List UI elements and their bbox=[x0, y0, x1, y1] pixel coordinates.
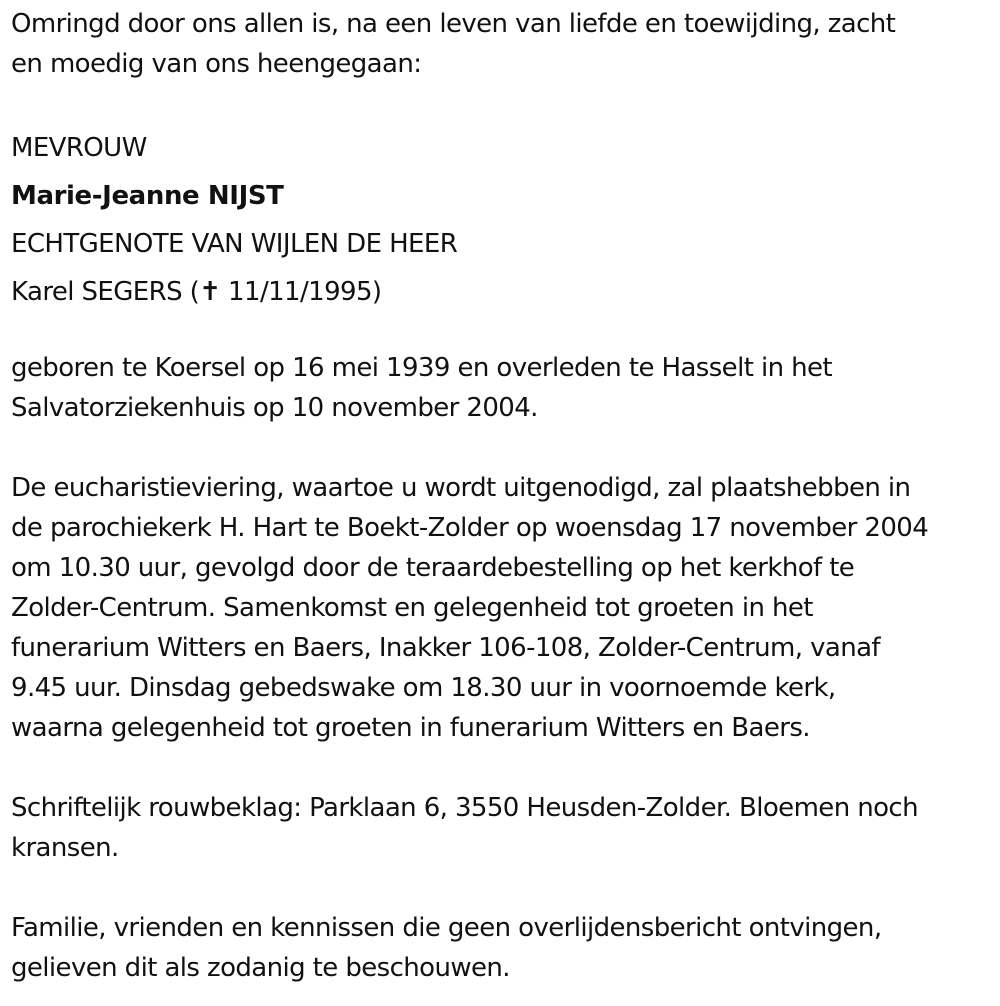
birth-death-line-2: Salvatorziekenhuis op 10 november 2004. bbox=[11, 393, 538, 423]
notice-line-2: gelieven dit als zodanig te beschouwen. bbox=[11, 953, 510, 983]
intro-paragraph bbox=[11, 4, 996, 84]
ceremony-line-5: funerarium Witters en Baers, Inakker 106-108, Zolder-Centrum, vanaf bbox=[11, 633, 880, 663]
deceased-relation: ECHTGENOTE VAN WIJLEN DE HEER bbox=[11, 229, 458, 259]
ceremony-line-3: om 10.30 uur, gevolgd door de teraardebestelling op het kerkhof te bbox=[11, 553, 855, 583]
ceremony-line-6: 9.45 uur. Dinsdag gebedswake om 18.30 uur in voornoemde kerk, bbox=[11, 673, 836, 703]
condolences-line-2: kransen. bbox=[11, 833, 119, 863]
birth-death-paragraph bbox=[11, 348, 996, 428]
deceased-title: MEVROUW bbox=[11, 133, 147, 163]
intro-line-1: Omringd door ons allen is, na een leven van liefde en toewijding, zacht bbox=[11, 9, 896, 39]
condolences-line-1: Schriftelijk rouwbeklag: Parklaan 6, 3550 Heusden-Zolder. Bloemen noch bbox=[11, 793, 919, 823]
intro-line-2: en moedig van ons heengegaan: bbox=[11, 49, 422, 79]
notice-paragraph bbox=[11, 908, 996, 988]
obituary-notice bbox=[11, 4, 996, 988]
ceremony-line-1: De eucharistieviering, waartoe u wordt uitgenodigd, zal plaatshebben in bbox=[11, 473, 911, 503]
ceremony-line-2: de parochiekerk H. Hart te Boekt-Zolder op woensdag 17 november 2004 bbox=[11, 513, 929, 543]
deceased-block bbox=[11, 124, 996, 316]
deceased-name: Marie-Jeanne NIJST bbox=[11, 181, 284, 211]
condolences-paragraph bbox=[11, 788, 996, 868]
ceremony-line-4: Zolder-Centrum. Samenkomst en gelegenheid tot groeten in het bbox=[11, 593, 813, 623]
spouse-name: Karel SEGERS (✝ 11/11/1995) bbox=[11, 277, 382, 307]
ceremony-paragraph bbox=[11, 468, 996, 748]
notice-line-1: Familie, vrienden en kennissen die geen overlijdensbericht ontvingen, bbox=[11, 913, 882, 943]
ceremony-line-7: waarna gelegenheid tot groeten in funerarium Witters en Baers. bbox=[11, 713, 810, 743]
birth-death-line-1: geboren te Koersel op 16 mei 1939 en overleden te Hasselt in het bbox=[11, 353, 832, 383]
